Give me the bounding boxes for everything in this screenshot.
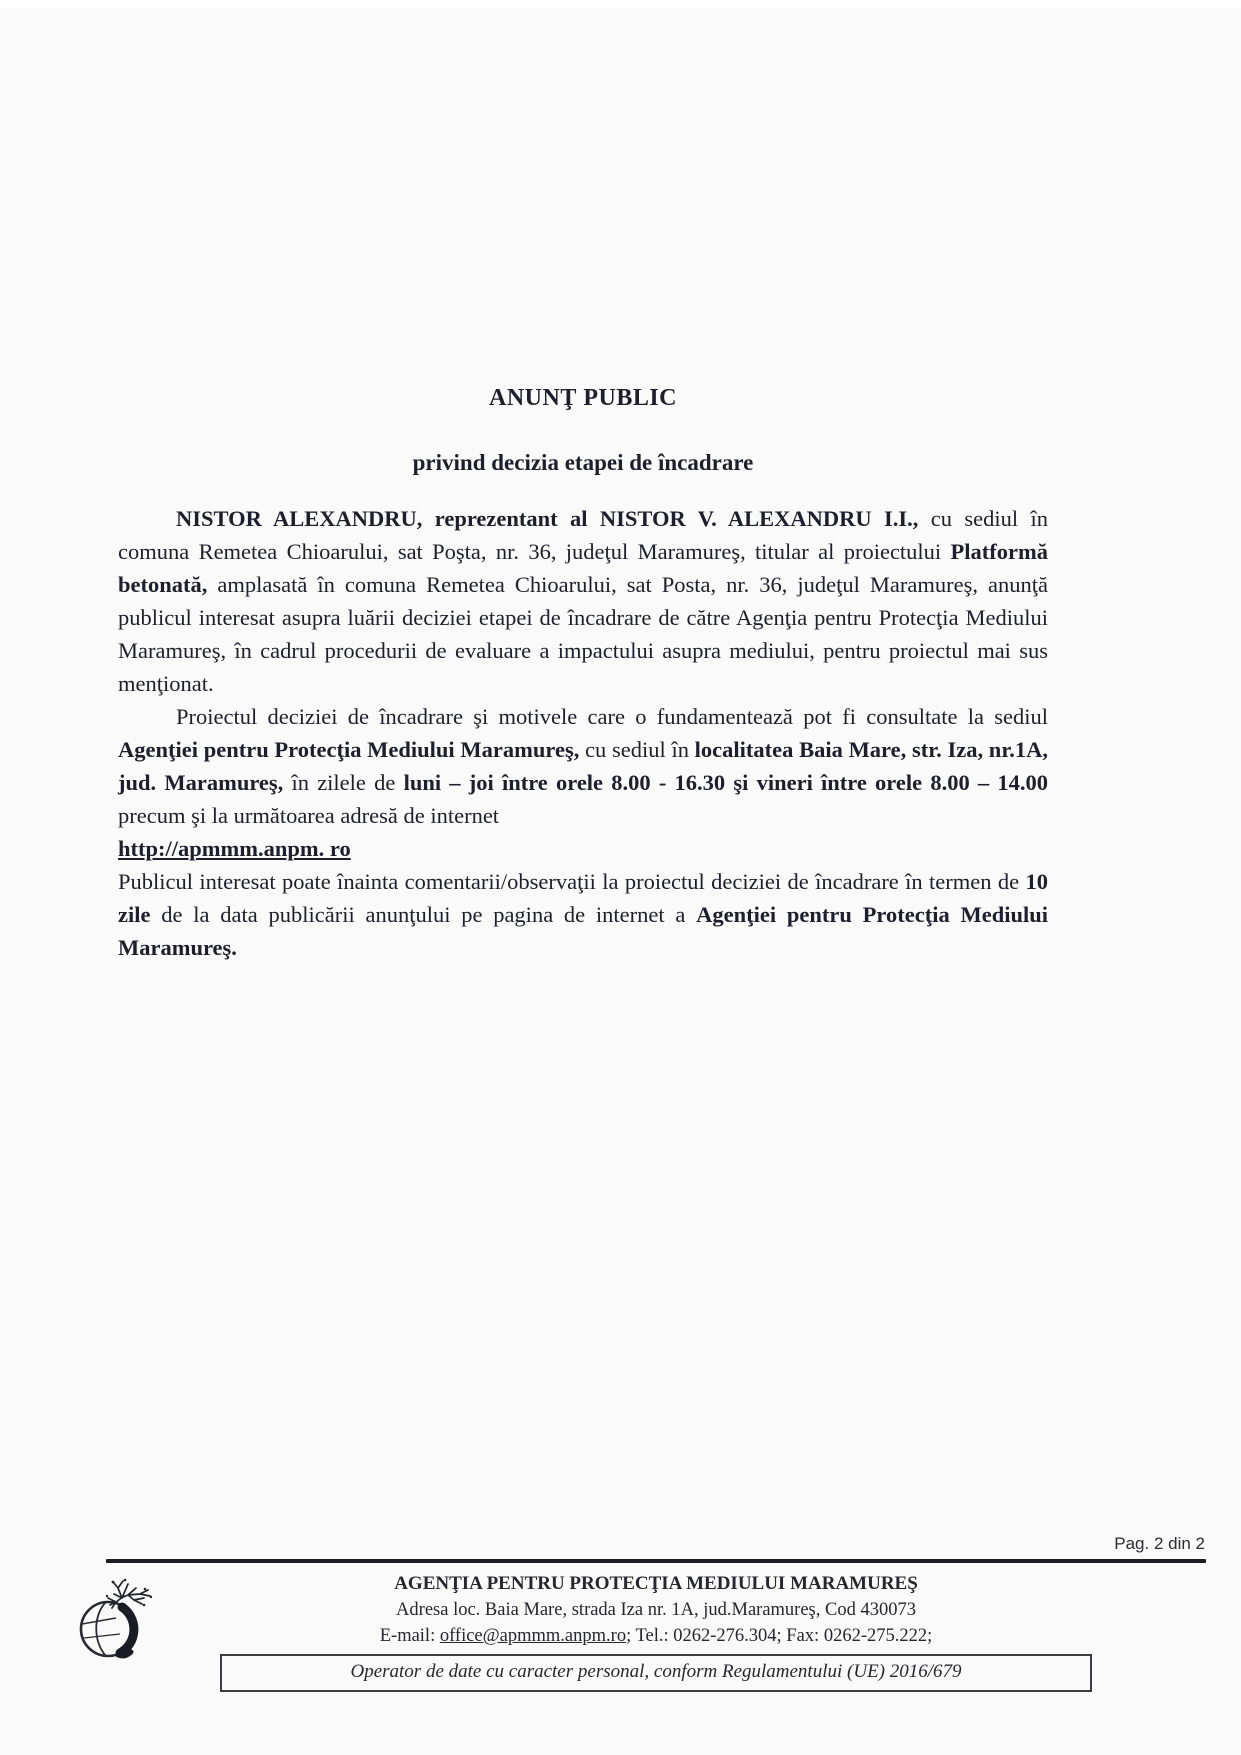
agency-name: AGENŢIA PENTRU PROTECŢIA MEDIULUI MARAMUREŞ	[394, 1573, 918, 1594]
phone-fax: ; Tel.: 0262-276.304; Fax: 0262-275.222;	[626, 1626, 933, 1646]
document-subtitle-text: privind decizia etapei de încadrare	[412, 450, 754, 475]
consultation-end: precum şi la următoarea adresă de internet	[118, 803, 500, 828]
document-title-text: ANUNŢ PUBLIC	[488, 385, 677, 411]
globe-with-tree-icon	[76, 1574, 156, 1669]
deadline-bold: 10 zile	[118, 869, 1048, 927]
project-details: amplasată în comuna Remetea Chioarului, sat Posta, nr. 36, judeţul Maramureş, anunţă publicul interesat asupra luării deciziei etapei de încadrare de către Agenţia pentru Protecţia Mediului Maramureş, în cadrul procedurii de evaluare a impactului asupra mediului, pentru proiectul mai sus menţionat.	[118, 572, 1048, 696]
gdpr-operator-notice: Operator de date cu caracter personal, conform Regulamentului (UE) 2016/679	[350, 1661, 962, 1682]
url-line	[118, 832, 1048, 865]
agency-contact	[220, 1623, 1092, 1649]
gdpr-operator-box	[220, 1654, 1092, 1692]
document-subtitle	[118, 448, 1048, 478]
page-indicator: Pag. 2 din 2	[1114, 1534, 1205, 1553]
applicant-name: NISTOR ALEXANDRU, reprezentant al NISTOR V. ALEXANDRU I.I.,	[176, 506, 919, 531]
agency-closing-bold: Agenţiei pentru Protecţia Mediului Maramureş.	[118, 902, 1048, 960]
agency-address-bold: localitatea Baia Mare, str. Iza, nr.1A, jud. Maramureş,	[118, 737, 1048, 795]
document-title	[118, 383, 1048, 413]
agency-bold: Agenţiei pentru Protecţia Mediului Maramureş,	[118, 737, 580, 762]
paragraph-applicant	[118, 502, 1048, 700]
agency-address: Adresa loc. Baia Mare, strada Iza nr. 1A, jud.Maramureş, Cod 430073	[396, 1600, 916, 1620]
decision-url-link[interactable]: http://apmmm.anpm. ro	[118, 836, 351, 861]
consultation-intro: Proiectul deciziei de încadrare şi motivele care o fundamentează pot fi consultate la sediul	[176, 704, 1048, 729]
consultation-mid: cu sediul în	[579, 737, 695, 762]
footer-block	[220, 1570, 1092, 1692]
consultation-mid2: în zilele de	[283, 770, 404, 795]
footer-divider	[106, 1559, 1206, 1563]
announcement-body	[118, 383, 1048, 964]
agency-email-link[interactable]: office@apmmm.anpm.ro	[439, 1626, 627, 1646]
comments-intro: Publicul interesat poate înainta comentarii/observaţii la proiectul deciziei de încadrare în termen de	[118, 869, 1026, 894]
project-name: Platformă betonată,	[118, 539, 1048, 597]
paragraph-consultation	[118, 700, 1048, 832]
applicant-details: cu sediul în comuna Remetea Chioarului, sat Poşta, nr. 36, judeţul Maramureş, titular al proiectului	[118, 506, 1049, 564]
comments-mid: de la data publicării anunţului pe pagina de internet a	[150, 902, 697, 927]
paragraph-public-comments	[118, 865, 1048, 964]
email-label: E-mail:	[379, 1626, 440, 1646]
schedule-bold: luni – joi între orele 8.00 - 16.30 şi vineri între orele 8.00 – 14.00	[403, 770, 1048, 795]
